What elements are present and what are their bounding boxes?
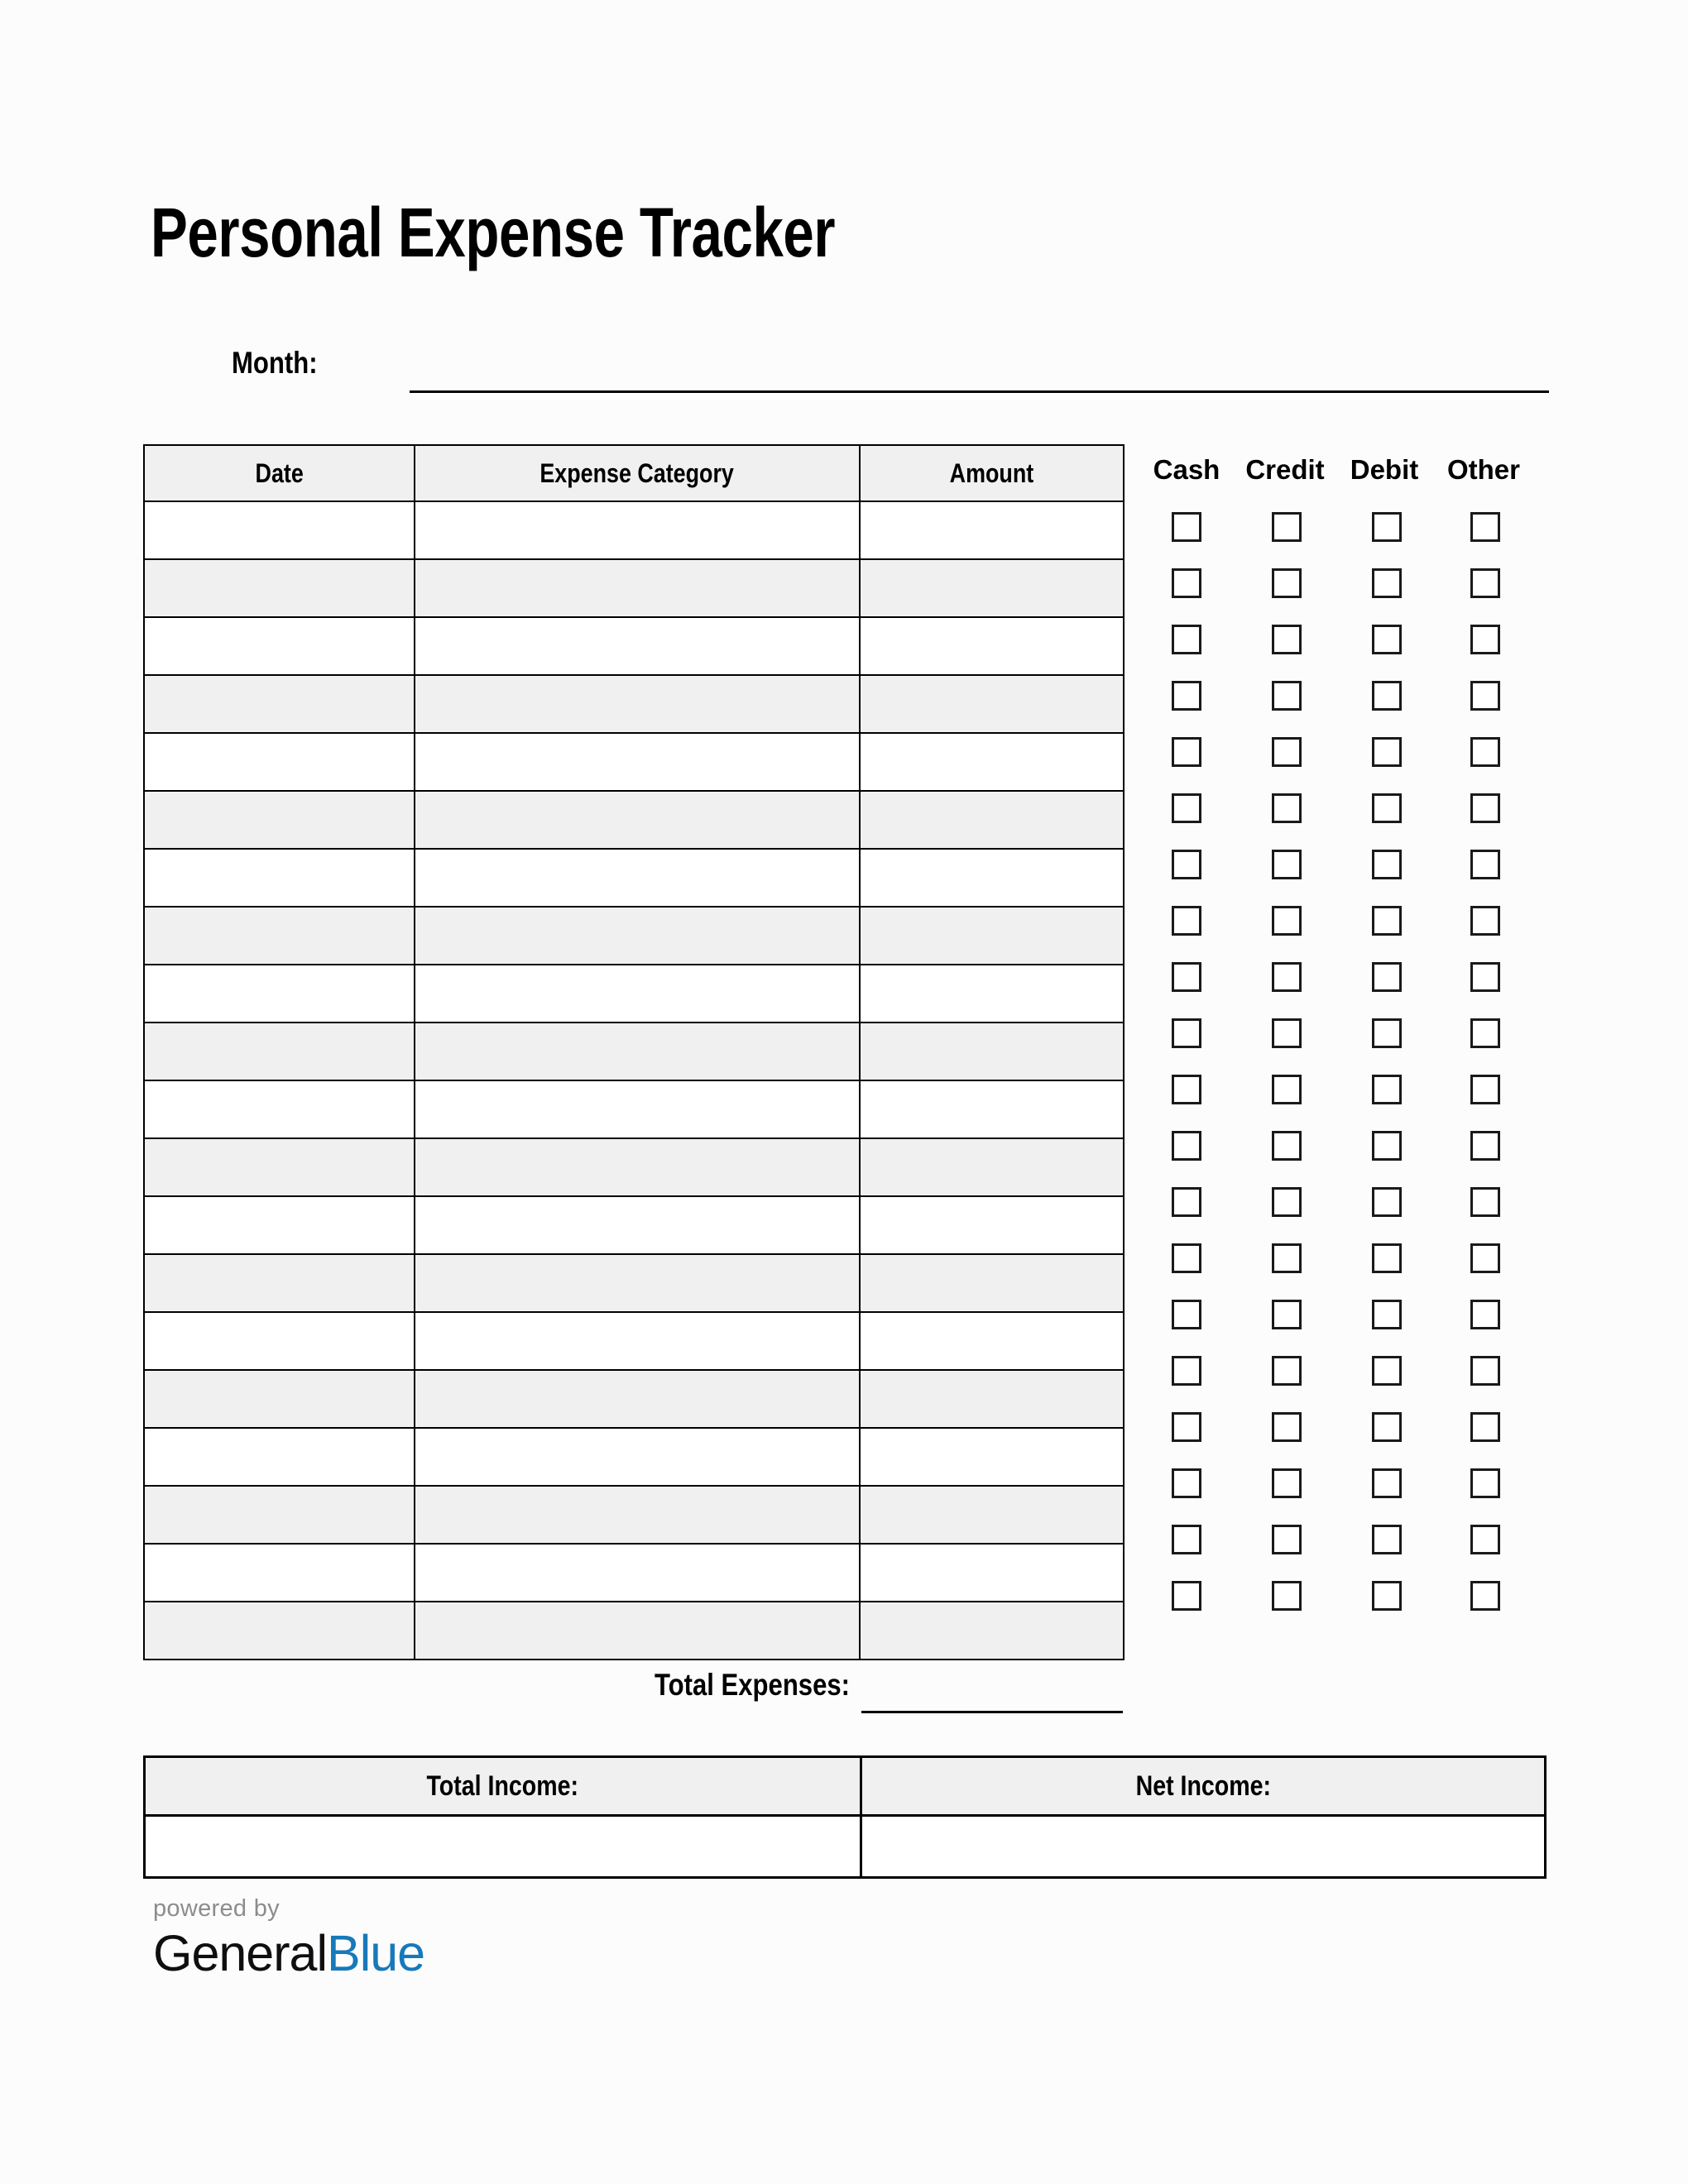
table-row — [144, 1254, 1124, 1312]
payment-method-row — [1139, 780, 1552, 836]
checkbox-debit[interactable] — [1372, 1581, 1402, 1611]
checkbox-cash[interactable] — [1172, 1300, 1201, 1329]
checkbox-other[interactable] — [1470, 1468, 1500, 1498]
table-row — [144, 559, 1124, 617]
checkbox-cash[interactable] — [1172, 1468, 1201, 1498]
checkbox-other[interactable] — [1470, 850, 1500, 879]
payment-method-row — [1139, 836, 1552, 893]
table-row — [144, 1023, 1124, 1080]
expense-amount-cell[interactable] — [860, 1602, 1124, 1660]
table-row — [144, 675, 1124, 733]
checkbox-credit[interactable] — [1272, 1412, 1302, 1442]
checkbox-debit[interactable] — [1372, 793, 1402, 823]
checkbox-credit[interactable] — [1272, 1300, 1302, 1329]
column-header-total-income-label: Total Income: — [426, 1770, 579, 1802]
table-row — [144, 1486, 1124, 1544]
expense-date-cell[interactable] — [144, 733, 415, 791]
checkbox-debit[interactable] — [1372, 1356, 1402, 1386]
checkbox-other[interactable] — [1470, 512, 1500, 542]
expense-date-cell[interactable] — [144, 1370, 415, 1428]
payment-method-row — [1139, 1174, 1552, 1230]
expense-amount-cell[interactable] — [860, 1138, 1124, 1196]
expense-date-cell[interactable] — [144, 559, 415, 617]
expense-category-cell[interactable] — [415, 1196, 860, 1254]
column-header-credit: Credit — [1245, 454, 1325, 485]
expense-category-cell[interactable] — [415, 791, 860, 849]
expense-date-cell[interactable] — [144, 1312, 415, 1370]
column-header-total-income — [145, 1757, 861, 1816]
payment-method-row — [1139, 1286, 1552, 1343]
table-row — [144, 907, 1124, 965]
column-header-expense-category-label: Expense Category — [539, 457, 735, 488]
expense-category-cell[interactable] — [415, 1138, 860, 1196]
payment-method-row — [1139, 1005, 1552, 1061]
checkbox-other[interactable] — [1470, 1356, 1500, 1386]
table-row — [144, 1602, 1124, 1660]
checkbox-debit[interactable] — [1372, 568, 1402, 598]
expense-date-cell[interactable] — [144, 1428, 415, 1486]
payment-method-row — [1139, 1061, 1552, 1118]
expense-amount-cell[interactable] — [860, 1254, 1124, 1312]
checkbox-credit[interactable] — [1272, 1131, 1302, 1161]
payment-method-row — [1139, 1230, 1552, 1286]
generalblue-logo — [153, 1893, 424, 1982]
checkbox-cash[interactable] — [1172, 850, 1201, 879]
checkbox-other[interactable] — [1470, 906, 1500, 936]
expense-table-body — [144, 501, 1124, 1660]
checkbox-other[interactable] — [1470, 962, 1500, 992]
payment-method-header-row — [1139, 444, 1552, 499]
table-row — [144, 733, 1124, 791]
expense-amount-cell[interactable] — [860, 849, 1124, 907]
expense-date-cell[interactable] — [144, 1023, 415, 1080]
expense-date-cell[interactable] — [144, 501, 415, 559]
expense-amount-cell[interactable] — [860, 1196, 1124, 1254]
checkbox-credit[interactable] — [1272, 1075, 1302, 1104]
expense-category-cell[interactable] — [415, 965, 860, 1023]
checkbox-credit[interactable] — [1272, 793, 1302, 823]
month-field-row — [151, 339, 1549, 397]
checkbox-other[interactable] — [1470, 625, 1500, 654]
checkbox-debit[interactable] — [1372, 1131, 1402, 1161]
expense-category-cell[interactable] — [415, 1486, 860, 1544]
payment-method-row — [1139, 1455, 1552, 1511]
checkbox-other[interactable] — [1470, 1581, 1500, 1611]
checkbox-credit[interactable] — [1272, 962, 1302, 992]
checkbox-debit[interactable] — [1372, 625, 1402, 654]
checkbox-cash[interactable] — [1172, 793, 1201, 823]
checkbox-debit[interactable] — [1372, 512, 1402, 542]
checkbox-other[interactable] — [1470, 1243, 1500, 1273]
expense-category-cell[interactable] — [415, 1544, 860, 1602]
payment-method-row — [1139, 1399, 1552, 1455]
column-header-other: Other — [1446, 454, 1520, 485]
payment-method-row — [1139, 1118, 1552, 1174]
table-row — [144, 1138, 1124, 1196]
income-table-row — [145, 1816, 1546, 1878]
month-input-line[interactable] — [410, 390, 1549, 393]
expense-date-cell[interactable] — [144, 907, 415, 965]
table-row — [144, 1080, 1124, 1138]
checkbox-cash[interactable] — [1172, 1187, 1201, 1217]
checkbox-credit[interactable] — [1272, 737, 1302, 767]
expense-date-cell[interactable] — [144, 849, 415, 907]
column-header-date — [144, 445, 415, 501]
expense-amount-cell[interactable] — [860, 617, 1124, 675]
checkbox-credit[interactable] — [1272, 512, 1302, 542]
checkbox-debit[interactable] — [1372, 737, 1402, 767]
checkbox-cash[interactable] — [1172, 1075, 1201, 1104]
checkbox-cash[interactable] — [1172, 1243, 1201, 1273]
expense-amount-cell[interactable] — [860, 1544, 1124, 1602]
expense-amount-cell[interactable] — [860, 907, 1124, 965]
expense-amount-cell[interactable] — [860, 1428, 1124, 1486]
checkbox-debit[interactable] — [1372, 1075, 1402, 1104]
expense-category-cell[interactable] — [415, 907, 860, 965]
expense-date-cell[interactable] — [144, 617, 415, 675]
expense-category-cell[interactable] — [415, 675, 860, 733]
checkbox-credit[interactable] — [1272, 625, 1302, 654]
expense-category-cell[interactable] — [415, 1312, 860, 1370]
total-income-cell[interactable] — [145, 1816, 861, 1878]
checkbox-credit[interactable] — [1272, 1187, 1302, 1217]
payment-method-panel — [1139, 444, 1552, 1624]
expense-amount-cell[interactable] — [860, 501, 1124, 559]
checkbox-other[interactable] — [1470, 1131, 1500, 1161]
checkbox-debit[interactable] — [1372, 1187, 1402, 1217]
checkbox-credit[interactable] — [1272, 1581, 1302, 1611]
expense-category-cell[interactable] — [415, 1023, 860, 1080]
payment-method-row — [1139, 949, 1552, 1005]
checkbox-cash[interactable] — [1172, 906, 1201, 936]
expense-date-cell[interactable] — [144, 1254, 415, 1312]
checkbox-debit[interactable] — [1372, 1300, 1402, 1329]
expense-category-cell[interactable] — [415, 1602, 860, 1660]
checkbox-cash[interactable] — [1172, 568, 1201, 598]
table-row — [144, 791, 1124, 849]
income-table-header-row — [145, 1757, 1546, 1816]
expense-amount-cell[interactable] — [860, 1080, 1124, 1138]
checkbox-cash[interactable] — [1172, 1412, 1201, 1442]
column-header-cash: Cash — [1153, 454, 1220, 485]
expense-category-cell[interactable] — [415, 1080, 860, 1138]
expense-amount-cell[interactable] — [860, 965, 1124, 1023]
expense-date-cell[interactable] — [144, 1486, 415, 1544]
brand-name-blue: Blue — [327, 1925, 425, 1981]
expense-category-cell[interactable] — [415, 1254, 860, 1312]
expense-amount-cell[interactable] — [860, 1023, 1124, 1080]
checkbox-debit[interactable] — [1372, 906, 1402, 936]
net-income-cell[interactable] — [861, 1816, 1546, 1878]
total-expenses-row — [143, 1668, 1123, 1717]
expense-amount-cell[interactable] — [860, 559, 1124, 617]
column-header-debit: Debit — [1350, 454, 1419, 485]
expense-category-cell[interactable] — [415, 849, 860, 907]
column-header-net-income-label: Net Income: — [1135, 1770, 1271, 1802]
payment-method-row — [1139, 1511, 1552, 1568]
table-row — [144, 1196, 1124, 1254]
column-header-date-label: Date — [255, 457, 304, 488]
expense-date-cell[interactable] — [144, 1138, 415, 1196]
income-table-body — [145, 1816, 1546, 1878]
checkbox-other[interactable] — [1470, 1018, 1500, 1048]
expense-date-cell[interactable] — [144, 1080, 415, 1138]
checkbox-debit[interactable] — [1372, 850, 1402, 879]
checkbox-cash[interactable] — [1172, 1525, 1201, 1554]
expense-table-header-row — [144, 445, 1124, 501]
checkbox-cash[interactable] — [1172, 625, 1201, 654]
column-header-amount — [860, 445, 1124, 501]
column-header-net-income — [861, 1757, 1546, 1816]
table-row — [144, 965, 1124, 1023]
expense-amount-cell[interactable] — [860, 1312, 1124, 1370]
checkbox-cash[interactable] — [1172, 1131, 1201, 1161]
checkbox-debit[interactable] — [1372, 962, 1402, 992]
checkbox-credit[interactable] — [1272, 568, 1302, 598]
checkbox-other[interactable] — [1470, 1075, 1500, 1104]
checkbox-other[interactable] — [1470, 568, 1500, 598]
expense-amount-cell[interactable] — [860, 733, 1124, 791]
checkbox-debit[interactable] — [1372, 1468, 1402, 1498]
month-label: Month: — [232, 346, 318, 380]
expense-date-cell[interactable] — [144, 1602, 415, 1660]
payment-method-row — [1139, 1568, 1552, 1624]
expense-category-cell[interactable] — [415, 501, 860, 559]
checkbox-other[interactable] — [1470, 1187, 1500, 1217]
checkbox-debit[interactable] — [1372, 681, 1402, 711]
total-expenses-label: Total Expenses: — [654, 1668, 850, 1702]
payment-method-row — [1139, 555, 1552, 611]
payment-method-row — [1139, 499, 1552, 555]
checkbox-cash[interactable] — [1172, 1581, 1201, 1611]
checkbox-other[interactable] — [1470, 1300, 1500, 1329]
expense-date-cell[interactable] — [144, 1544, 415, 1602]
expense-table-head — [144, 445, 1124, 501]
brand-name — [153, 1924, 424, 1982]
expense-category-cell[interactable] — [415, 617, 860, 675]
expense-category-cell[interactable] — [415, 1428, 860, 1486]
page-title: Personal Expense Tracker — [151, 194, 836, 271]
expense-date-cell[interactable] — [144, 791, 415, 849]
powered-by-label: powered by — [153, 1895, 280, 1922]
checkbox-debit[interactable] — [1372, 1018, 1402, 1048]
checkbox-other[interactable] — [1470, 1412, 1500, 1442]
table-row — [144, 1544, 1124, 1602]
expense-amount-cell[interactable] — [860, 675, 1124, 733]
payment-method-row — [1139, 724, 1552, 780]
checkbox-other[interactable] — [1470, 737, 1500, 767]
payment-method-rows — [1139, 499, 1552, 1624]
checkbox-credit[interactable] — [1272, 1018, 1302, 1048]
column-header-expense-category — [415, 445, 860, 501]
checkbox-credit[interactable] — [1272, 1356, 1302, 1386]
checkbox-credit[interactable] — [1272, 906, 1302, 936]
checkbox-other[interactable] — [1470, 793, 1500, 823]
table-row — [144, 501, 1124, 559]
expense-category-cell[interactable] — [415, 733, 860, 791]
checkbox-cash[interactable] — [1172, 512, 1201, 542]
expense-date-cell[interactable] — [144, 675, 415, 733]
table-row — [144, 1428, 1124, 1486]
checkbox-other[interactable] — [1470, 1525, 1500, 1554]
expense-table — [143, 444, 1125, 1660]
income-table — [143, 1755, 1547, 1879]
table-row — [144, 849, 1124, 907]
payment-method-row — [1139, 668, 1552, 724]
expense-category-cell[interactable] — [415, 1370, 860, 1428]
payment-method-row — [1139, 1343, 1552, 1399]
payment-method-row — [1139, 611, 1552, 668]
table-row — [144, 1312, 1124, 1370]
checkbox-credit[interactable] — [1272, 1243, 1302, 1273]
table-row — [144, 1370, 1124, 1428]
expense-date-cell[interactable] — [144, 1196, 415, 1254]
checkbox-cash[interactable] — [1172, 1356, 1201, 1386]
expense-amount-cell[interactable] — [860, 1370, 1124, 1428]
expense-amount-cell[interactable] — [860, 791, 1124, 849]
checkbox-credit[interactable] — [1272, 681, 1302, 711]
checkbox-cash[interactable] — [1172, 962, 1201, 992]
checkbox-cash[interactable] — [1172, 1018, 1201, 1048]
checkbox-other[interactable] — [1470, 681, 1500, 711]
checkbox-debit[interactable] — [1372, 1525, 1402, 1554]
checkbox-debit[interactable] — [1372, 1412, 1402, 1442]
checkbox-credit[interactable] — [1272, 1468, 1302, 1498]
brand-name-general: General — [153, 1925, 328, 1981]
expense-date-cell[interactable] — [144, 965, 415, 1023]
total-expenses-input-line[interactable] — [861, 1711, 1123, 1713]
income-table-head — [145, 1757, 1546, 1816]
checkbox-credit[interactable] — [1272, 850, 1302, 879]
column-header-amount-label: Amount — [949, 457, 1034, 488]
payment-method-row — [1139, 893, 1552, 949]
checkbox-credit[interactable] — [1272, 1525, 1302, 1554]
checkbox-cash[interactable] — [1172, 681, 1201, 711]
checkbox-debit[interactable] — [1372, 1243, 1402, 1273]
expense-category-cell[interactable] — [415, 559, 860, 617]
checkbox-cash[interactable] — [1172, 737, 1201, 767]
table-row — [144, 617, 1124, 675]
expense-amount-cell[interactable] — [860, 1486, 1124, 1544]
